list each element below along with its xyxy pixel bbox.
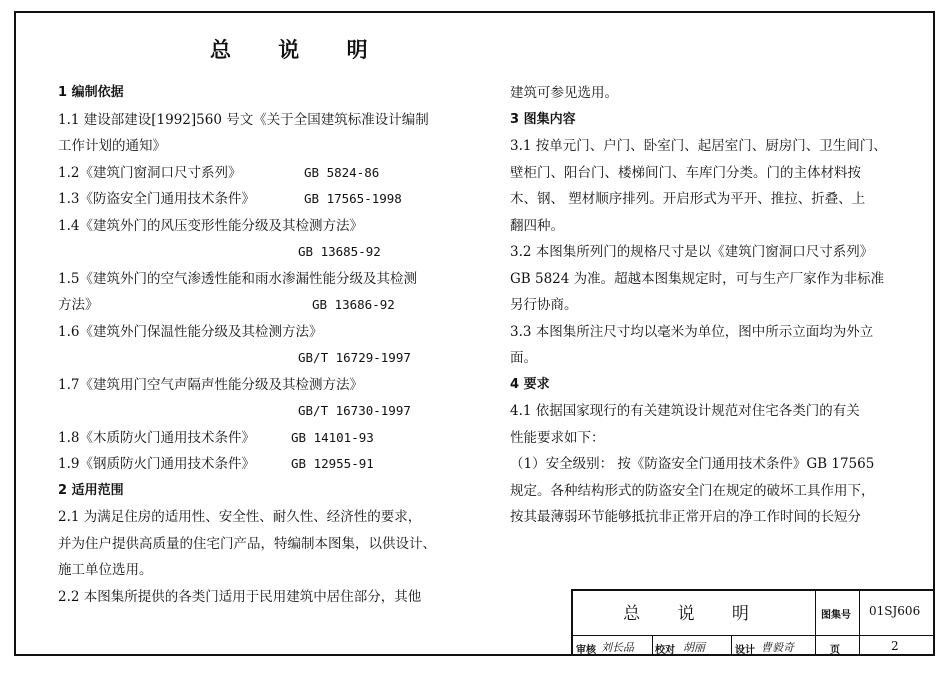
line-text: 木、钢、 塑材顺序排列。开启形式为平开、推拉、折叠、上 bbox=[510, 191, 866, 207]
title-block bbox=[571, 589, 935, 656]
text-line bbox=[510, 80, 920, 107]
line-text: 规定。各种结构形式的防盗安全门在规定的破坏工具作用下， bbox=[510, 482, 875, 499]
page-number: 2 bbox=[891, 639, 899, 653]
section-heading bbox=[58, 80, 478, 107]
line-text: 方法》 bbox=[58, 297, 99, 313]
text-line bbox=[510, 398, 920, 425]
text-line bbox=[510, 133, 920, 160]
line-text: 1.5《建筑外门的空气渗透性能和雨水渗漏性能分级及其检测 bbox=[58, 270, 417, 287]
section-heading bbox=[510, 107, 920, 134]
text-line bbox=[58, 107, 478, 134]
section-heading bbox=[58, 478, 478, 505]
page-label: 页 bbox=[830, 645, 840, 656]
line-text: 面。 bbox=[510, 350, 537, 366]
line-text: 1.7《建筑用门空气声隔声性能分级及其检测方法》 bbox=[58, 376, 363, 393]
line-text: 1.8《木质防火门通用技术条件》 bbox=[58, 429, 255, 446]
check-signature: 胡丽 bbox=[683, 641, 705, 654]
text-line bbox=[510, 160, 920, 187]
text-line bbox=[510, 319, 920, 346]
text-line bbox=[58, 186, 478, 213]
line-text: 并为住户提供高质量的住宅门产品，特编制本图集，以供设计、 bbox=[58, 535, 436, 552]
text-line bbox=[58, 398, 478, 425]
title-block-vline bbox=[652, 635, 653, 656]
text-line bbox=[58, 372, 478, 399]
text-line bbox=[510, 345, 920, 372]
line-text: 3 图集内容 bbox=[510, 111, 576, 127]
atlas-number: 01SJ606 bbox=[869, 604, 921, 618]
line-text: 1 编制依据 bbox=[58, 85, 124, 100]
line-text: 2 适用范围 bbox=[58, 482, 124, 498]
text-line bbox=[510, 478, 920, 505]
line-text: （1）安全级别： 按《防盗安全门通用技术条件》GB 17565 bbox=[510, 456, 875, 472]
text-line bbox=[58, 584, 478, 611]
review-signature: 刘长品 bbox=[601, 641, 634, 654]
text-line bbox=[58, 266, 478, 293]
design-signature: 曹毅奇 bbox=[761, 641, 794, 654]
line-text: 性能要求如下： bbox=[510, 429, 605, 446]
standard-code: GB 12955-91 bbox=[291, 456, 374, 471]
line-text: 建筑可参见选用。 bbox=[510, 85, 618, 101]
line-text: 3.1 按单元门、户门、卧室门、起居室门、厨房门、卫生间门、 bbox=[510, 138, 887, 154]
line-text: 壁柜门、阳台门、楼梯间门、车库门分类。门的主体材料按 bbox=[510, 164, 861, 181]
text-line bbox=[58, 239, 478, 266]
line-text: 1.4《建筑外门的风压变形性能分级及其检测方法》 bbox=[58, 217, 363, 234]
design-label: 设计 bbox=[735, 645, 755, 656]
text-line bbox=[510, 186, 920, 213]
text-line bbox=[58, 425, 478, 452]
title-block-divider bbox=[573, 635, 935, 636]
text-line bbox=[58, 133, 478, 160]
standard-code: GB/T 16729-1997 bbox=[298, 350, 411, 365]
line-text: 施工单位选用。 bbox=[58, 562, 153, 578]
text-line bbox=[58, 504, 478, 531]
text-line bbox=[510, 239, 920, 266]
text-line bbox=[58, 531, 478, 558]
line-text: 1.9《钢质防火门通用技术条件》 bbox=[58, 456, 255, 472]
line-text: 工作计划的通知》 bbox=[58, 138, 166, 154]
text-line bbox=[58, 451, 478, 478]
standard-code: GB 14101-93 bbox=[291, 429, 374, 445]
text-line bbox=[58, 160, 478, 187]
line-text: 1.6《建筑外门保温性能分级及其检测方法》 bbox=[58, 323, 323, 340]
standard-code: GB/T 16730-1997 bbox=[298, 403, 411, 418]
title-block-vline bbox=[815, 591, 816, 656]
text-line bbox=[510, 213, 920, 240]
line-text: 翻四种。 bbox=[510, 217, 564, 234]
text-line bbox=[510, 266, 920, 293]
atlas-number-label: 图集号 bbox=[821, 610, 851, 621]
standard-code: GB 17565-1998 bbox=[304, 191, 402, 206]
left-column bbox=[58, 80, 478, 610]
title-block-title: 总 说 明 bbox=[623, 604, 765, 624]
text-line bbox=[510, 451, 920, 478]
standard-code: GB 13686-92 bbox=[312, 297, 395, 312]
line-text: 3.3 本图集所注尺寸均以毫米为单位，图中所示立面均为外立 bbox=[510, 323, 874, 340]
title-block-vline bbox=[731, 635, 732, 656]
line-text: GB 5824 为准。超越本图集规定时，可与生产厂家作为非标准 bbox=[510, 270, 885, 287]
line-text: 1.3《防盗安全门通用技术条件》 bbox=[58, 191, 255, 207]
title-block-vline bbox=[859, 591, 860, 656]
line-text: 4 要求 bbox=[510, 376, 550, 392]
line-text: 按其最薄弱环节能够抵抗非正常开启的净工作时间的长短分 bbox=[510, 509, 861, 525]
text-line bbox=[58, 319, 478, 346]
line-text: 4.1 依据国家现行的有关建筑设计规范对住宅各类门的有关 bbox=[510, 403, 860, 419]
page-title: 总 说 明 bbox=[210, 38, 388, 62]
line-text: 2.2 本图集所提供的各类门适用于民用建筑中居住部分，其他 bbox=[58, 588, 422, 605]
line-text: 另行协商。 bbox=[510, 297, 578, 313]
text-line bbox=[58, 345, 478, 372]
standard-code: GB 5824-86 bbox=[304, 164, 380, 180]
section-heading bbox=[510, 372, 920, 399]
line-text: 3.2 本图集所列门的规格尺寸是以《建筑门窗洞口尺寸系列》 bbox=[510, 244, 874, 260]
text-line bbox=[510, 425, 920, 452]
standard-code: GB 13685-92 bbox=[298, 244, 381, 259]
text-line bbox=[58, 557, 478, 584]
line-text: 1.1 建设部建设[1992]560 号文《关于全国建筑标准设计编制 bbox=[58, 111, 429, 128]
text-line bbox=[58, 213, 478, 240]
line-text: 2.1 为满足住房的适用性、安全性、耐久性、经济性的要求， bbox=[58, 509, 422, 525]
right-column bbox=[510, 80, 920, 531]
text-line bbox=[58, 292, 478, 319]
line-text: 1.2《建筑门窗洞口尺寸系列》 bbox=[58, 164, 242, 181]
text-line bbox=[510, 504, 920, 531]
text-line bbox=[510, 292, 920, 319]
check-label: 校对 bbox=[655, 645, 675, 656]
review-label: 审核 bbox=[576, 645, 596, 656]
